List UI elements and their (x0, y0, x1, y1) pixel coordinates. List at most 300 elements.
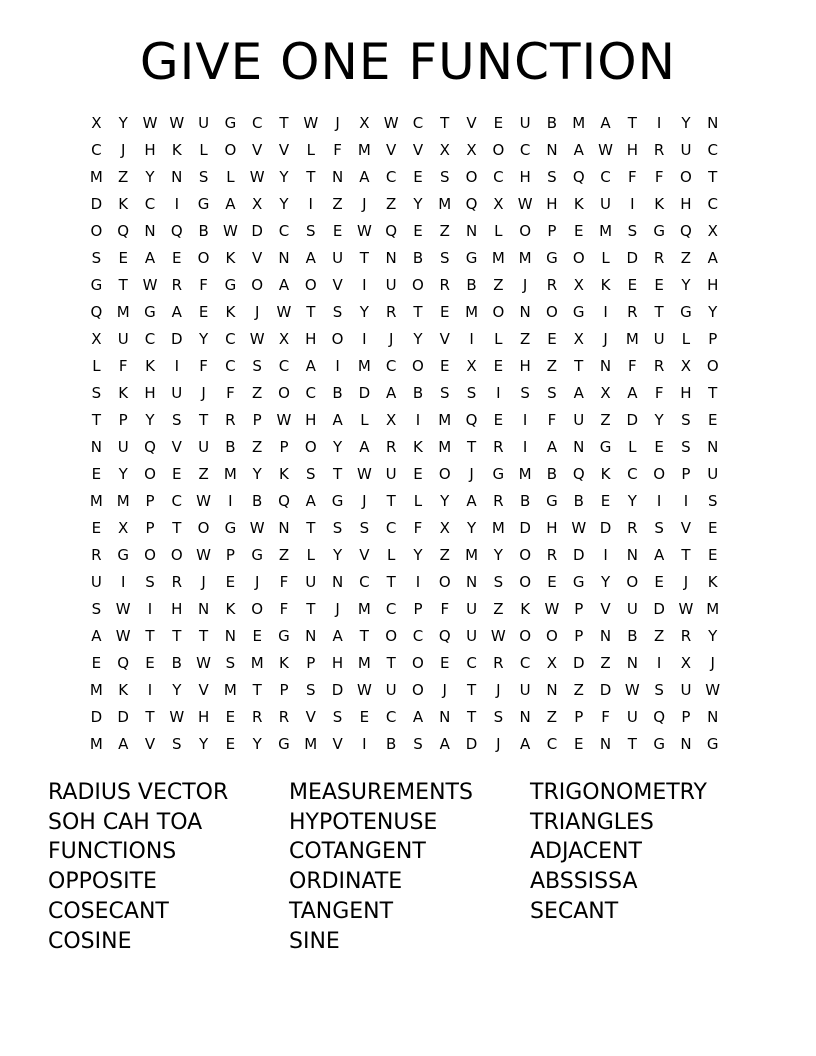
grid-letter: B (198, 222, 209, 240)
grid-letter: G (492, 465, 505, 483)
grid-letter: Y (413, 330, 423, 348)
grid-letter: T (574, 357, 584, 375)
grid-letter: N (465, 222, 478, 240)
grid-letter: A (305, 249, 316, 267)
grid-letter: T (91, 411, 101, 429)
grid-letter: I (603, 303, 608, 321)
grid-letter: K (118, 384, 129, 402)
grid-letter: Y (466, 519, 477, 537)
grid-letter: A (144, 249, 156, 267)
grid-letter: N (546, 681, 558, 699)
grid-letter: T (252, 681, 262, 699)
grid-letter: A (171, 303, 182, 321)
grid-letter: N (707, 438, 719, 456)
grid-letter: Y (332, 546, 343, 564)
grid-letter: W (196, 546, 211, 564)
grid-letter: E (359, 708, 370, 726)
grid-letter: V (439, 330, 450, 348)
grid-letter: G (197, 195, 210, 213)
grid-letter: L (413, 492, 423, 510)
grid-letter: O (331, 330, 344, 348)
grid-letter: K (225, 600, 236, 618)
grid-letter: T (306, 600, 316, 618)
grid-letter: O (653, 465, 666, 483)
grid-letter: Q (680, 222, 692, 240)
grid-letter: E (574, 222, 584, 240)
grid-letter: J (522, 276, 528, 294)
grid-letter: I (656, 654, 662, 672)
grid-letter: D (626, 249, 639, 267)
grid-letter: O (519, 222, 532, 240)
grid-letter: I (174, 195, 179, 213)
grid-row (83, 218, 726, 245)
grid-letter: S (359, 519, 370, 537)
grid-letter: A (278, 276, 290, 294)
grid-letter: C (546, 735, 558, 753)
grid-letter: I (174, 357, 179, 375)
grid-letter: Y (627, 492, 637, 510)
grid-letter: O (412, 276, 424, 294)
grid-letter: M (89, 492, 103, 510)
grid-letter: G (465, 249, 478, 267)
grid-letter: I (228, 492, 233, 510)
grid-letter: O (251, 276, 264, 294)
grid-letter: H (626, 141, 638, 159)
grid-letter: X (252, 195, 263, 213)
grid-letter: T (681, 546, 691, 564)
grid-letter: J (201, 384, 206, 402)
grid-letter: W (356, 222, 372, 240)
grid-letter: R (171, 573, 182, 591)
grid-letter: U (305, 573, 317, 591)
grid-letter: E (252, 627, 262, 645)
grid-letter: Y (654, 411, 664, 429)
grid-letter: U (466, 627, 478, 645)
grid-letter: U (385, 681, 397, 699)
grid-letter: T (466, 681, 477, 699)
grid-letter: R (493, 654, 504, 672)
grid-letter: U (626, 708, 638, 726)
grid-letter: E (172, 249, 182, 267)
grid-letter: A (627, 384, 638, 402)
grid-letter: M (518, 465, 532, 483)
grid-letter: Q (117, 222, 130, 240)
grid-letter: M (465, 303, 479, 321)
grid-letter: Z (680, 249, 692, 267)
grid-letter: V (252, 249, 263, 267)
grid-letter: E (413, 465, 423, 483)
grid-letter: W (169, 114, 185, 132)
grid-letter: V (171, 438, 182, 456)
grid-letter: O (304, 276, 317, 294)
grid-letter: J (362, 195, 367, 213)
word-bank-item: SOH CAH TOA (48, 809, 203, 835)
grid-letter: X (600, 384, 611, 402)
grid-letter: L (494, 222, 503, 240)
grid-letter: X (118, 519, 129, 537)
grid-row (83, 110, 726, 137)
grid-letter: W (196, 654, 211, 672)
word-bank (48, 778, 771, 956)
grid-letter: T (332, 465, 343, 483)
grid-letter: T (386, 492, 396, 510)
grid-letter: J (388, 330, 394, 348)
grid-letter: T (199, 627, 209, 645)
grid-letter: Q (438, 627, 451, 645)
grid-letter: Y (145, 411, 155, 429)
grid-letter: E (225, 735, 236, 753)
grid-letter: X (439, 519, 450, 537)
grid-letter: F (226, 384, 235, 402)
grid-letter: I (522, 411, 528, 429)
grid-letter: H (546, 195, 558, 213)
grid-letter: Z (546, 357, 558, 375)
grid-row (83, 380, 726, 407)
grid-letter: I (308, 195, 313, 213)
grid-letter: E (198, 303, 209, 321)
word-bank-item: OPPOSITE (48, 869, 157, 895)
grid-letter: J (469, 465, 474, 483)
grid-letter: B (627, 627, 638, 645)
grid-letter: Y (493, 546, 503, 564)
grid-letter: V (600, 600, 611, 618)
grid-letter: E (91, 519, 102, 537)
grid-letter: A (600, 114, 611, 132)
grid-letter: I (683, 492, 689, 510)
grid-letter: O (144, 546, 156, 564)
grid-letter: K (573, 195, 584, 213)
grid-letter: P (145, 492, 155, 510)
grid-letter: N (599, 627, 612, 645)
grid-letter: T (386, 654, 396, 672)
grid-letter: W (169, 708, 185, 726)
grid-letter: O (90, 222, 103, 240)
grid-letter: N (331, 573, 344, 591)
grid-letter: D (358, 384, 371, 402)
grid-letter: S (413, 735, 423, 753)
grid-letter: Y (708, 627, 718, 645)
word-column-3 (530, 778, 771, 956)
grid-row (83, 191, 726, 218)
word-column-2 (289, 778, 530, 956)
grid-letter: M (438, 195, 452, 213)
grid-letter: J (201, 573, 206, 591)
grid-letter: A (118, 735, 129, 753)
grid-letter: C (359, 573, 370, 591)
grid-letter: C (385, 357, 397, 375)
grid-letter: M (465, 546, 479, 564)
grid-letter: J (120, 141, 126, 159)
grid-letter: Z (252, 438, 263, 456)
grid-letter: F (413, 519, 423, 537)
grid-letter: Y (252, 465, 262, 483)
grid-letter: T (466, 708, 477, 726)
grid-letter: K (118, 195, 129, 213)
grid-letter: M (491, 519, 505, 537)
grid-letter: E (413, 222, 423, 240)
grid-letter: F (628, 168, 637, 186)
grid-letter: L (360, 411, 369, 429)
grid-letter: P (574, 627, 584, 645)
word-bank-item: SINE (289, 928, 340, 954)
grid-letter: P (118, 411, 128, 429)
grid-letter: U (198, 438, 210, 456)
grid-letter: T (306, 519, 316, 537)
grid-letter: W (678, 600, 694, 618)
grid-letter: A (707, 249, 718, 267)
grid-letter: B (171, 654, 182, 672)
grid-letter: D (331, 681, 344, 699)
grid-row (83, 407, 726, 434)
grid-letter: Q (465, 411, 478, 429)
grid-letter: D (465, 735, 478, 753)
grid-letter: C (519, 654, 531, 672)
grid-letter: E (600, 492, 611, 510)
word-bank-item: ADJACENT (530, 839, 642, 865)
grid-letter: I (469, 330, 474, 348)
grid-letter: O (706, 357, 719, 375)
grid-letter: T (359, 627, 369, 645)
grid-letter: A (332, 627, 343, 645)
word-bank-item: TANGENT (289, 898, 394, 924)
grid-letter: W (356, 465, 372, 483)
grid-letter: G (653, 735, 665, 753)
grid-letter: U (707, 465, 719, 483)
letter-grid (83, 110, 726, 758)
grid-letter: E (654, 438, 664, 456)
grid-letter: A (91, 627, 102, 645)
grid-letter: G (144, 303, 156, 321)
grid-letter: J (442, 681, 447, 699)
grid-row (83, 515, 726, 542)
grid-letter: O (278, 384, 290, 402)
grid-letter: M (89, 681, 103, 699)
grid-letter: H (546, 519, 558, 537)
grid-letter: Z (439, 546, 450, 564)
grid-letter: Z (493, 276, 504, 294)
grid-letter: K (600, 465, 611, 483)
grid-letter: I (147, 600, 153, 618)
grid-letter: S (306, 465, 316, 483)
grid-letter: R (493, 438, 504, 456)
grid-letter: L (601, 249, 610, 267)
grid-letter: I (415, 411, 421, 429)
grid-letter: C (251, 114, 263, 132)
grid-letter: G (224, 114, 237, 132)
grid-letter: Z (600, 411, 611, 429)
grid-letter: G (224, 276, 237, 294)
grid-letter: A (359, 168, 370, 186)
grid-letter: N (278, 519, 290, 537)
grid-letter: X (91, 330, 102, 348)
grid-letter: F (547, 411, 557, 429)
grid-letter: M (518, 249, 532, 267)
grid-letter: K (279, 465, 289, 483)
grid-letter: E (707, 546, 718, 564)
grid-letter: N (599, 735, 612, 753)
grid-letter: P (681, 708, 691, 726)
grid-letter: X (439, 141, 450, 159)
grid-letter: N (144, 222, 156, 240)
grid-letter: R (627, 303, 638, 321)
grid-letter: R (546, 276, 558, 294)
grid-letter: S (654, 519, 664, 537)
grid-letter: K (145, 357, 155, 375)
grid-letter: U (385, 276, 397, 294)
grid-letter: S (91, 384, 102, 402)
grid-letter: M (625, 330, 639, 348)
grid-letter: O (572, 249, 585, 267)
grid-letter: A (573, 384, 584, 402)
grid-row (83, 299, 726, 326)
grid-letter: O (197, 249, 210, 267)
grid-letter: A (359, 438, 370, 456)
grid-letter: T (199, 411, 209, 429)
grid-letter: Z (600, 654, 611, 672)
grid-row (83, 326, 726, 353)
grid-letter: Y (413, 195, 423, 213)
grid-letter: S (306, 222, 316, 240)
grid-letter: G (706, 735, 719, 753)
grid-letter: W (383, 114, 399, 132)
grid-letter: F (118, 357, 128, 375)
grid-letter: C (600, 168, 611, 186)
grid-letter: F (654, 384, 664, 402)
grid-letter: O (519, 573, 532, 591)
grid-letter: D (90, 195, 103, 213)
grid-letter: O (304, 438, 317, 456)
grid-letter: D (572, 546, 585, 564)
grid-letter: G (680, 303, 692, 321)
word-bank-item: MEASUREMENTS (289, 780, 473, 805)
grid-letter: Y (145, 168, 155, 186)
grid-letter: S (252, 357, 262, 375)
grid-letter: E (440, 654, 450, 672)
grid-letter: K (654, 195, 665, 213)
grid-letter: T (172, 627, 182, 645)
grid-letter: B (252, 492, 263, 510)
grid-letter: Y (279, 168, 289, 186)
word-bank-item: COSINE (48, 928, 132, 954)
grid-letter: J (603, 330, 608, 348)
grid-letter: C (385, 519, 397, 537)
grid-letter: E (547, 330, 557, 348)
grid-row (83, 245, 726, 272)
grid-letter: Z (118, 168, 129, 186)
grid-letter: S (145, 573, 155, 591)
grid-letter: N (90, 438, 103, 456)
grid-row (83, 164, 726, 191)
grid-letter: S (654, 681, 664, 699)
grid-letter: M (706, 600, 720, 618)
grid-letter: N (573, 438, 585, 456)
grid-letter: E (225, 708, 236, 726)
grid-letter: O (412, 357, 424, 375)
grid-letter: G (117, 546, 129, 564)
grid-letter: W (276, 411, 292, 429)
grid-letter: E (225, 573, 236, 591)
grid-letter: C (278, 357, 290, 375)
grid-letter: Y (172, 681, 182, 699)
grid-letter: R (439, 276, 450, 294)
grid-letter: F (628, 357, 637, 375)
grid-letter: I (496, 384, 501, 402)
grid-letter: B (546, 465, 558, 483)
grid-letter: W (249, 168, 265, 186)
grid-letter: W (115, 600, 131, 618)
grid-letter: T (118, 276, 128, 294)
grid-letter: I (120, 573, 126, 591)
grid-letter: N (519, 708, 531, 726)
grid-letter: E (654, 573, 664, 591)
grid-letter: S (707, 492, 718, 510)
grid-letter: B (412, 384, 424, 402)
grid-letter: O (144, 465, 156, 483)
grid-letter: P (413, 600, 423, 618)
grid-letter: T (627, 735, 637, 753)
grid-letter: W (544, 600, 560, 618)
grid-letter: B (332, 384, 343, 402)
grid-letter: Q (385, 222, 398, 240)
grid-letter: E (547, 573, 557, 591)
grid-letter: F (279, 573, 289, 591)
grid-letter: C (466, 654, 477, 672)
grid-letter: Q (465, 195, 478, 213)
grid-letter: Q (90, 303, 103, 321)
grid-letter: C (225, 330, 236, 348)
grid-letter: U (466, 600, 478, 618)
grid-letter: N (331, 168, 344, 186)
grid-letter: A (305, 492, 316, 510)
grid-letter: V (332, 735, 343, 753)
grid-letter: X (359, 114, 370, 132)
grid-letter: T (413, 303, 423, 321)
grid-letter: U (680, 141, 692, 159)
grid-letter: W (705, 681, 721, 699)
grid-letter: J (335, 600, 340, 618)
grid-letter: S (547, 384, 557, 402)
grid-letter: E (493, 411, 504, 429)
grid-letter: U (198, 114, 210, 132)
grid-letter: U (171, 384, 183, 402)
grid-letter: O (546, 627, 558, 645)
grid-letter: I (522, 438, 528, 456)
grid-letter: W (490, 627, 506, 645)
grid-letter: S (332, 708, 343, 726)
grid-letter: E (440, 303, 450, 321)
grid-letter: A (386, 384, 397, 402)
grid-letter: O (626, 573, 639, 591)
grid-letter: L (494, 330, 503, 348)
grid-letter: H (144, 384, 156, 402)
grid-letter: K (413, 438, 423, 456)
grid-letter: Q (653, 708, 666, 726)
grid-letter: Z (439, 222, 450, 240)
grid-row (83, 353, 726, 380)
grid-letter: F (279, 600, 289, 618)
grid-letter: C (707, 195, 718, 213)
grid-row (83, 677, 726, 704)
grid-letter: Y (118, 465, 128, 483)
grid-letter: E (91, 654, 102, 672)
grid-letter: O (546, 303, 558, 321)
grid-letter: N (278, 249, 290, 267)
grid-letter: N (519, 303, 531, 321)
grid-letter: E (118, 249, 128, 267)
grid-letter: N (546, 141, 558, 159)
grid-letter: U (519, 114, 531, 132)
grid-letter: C (493, 168, 504, 186)
